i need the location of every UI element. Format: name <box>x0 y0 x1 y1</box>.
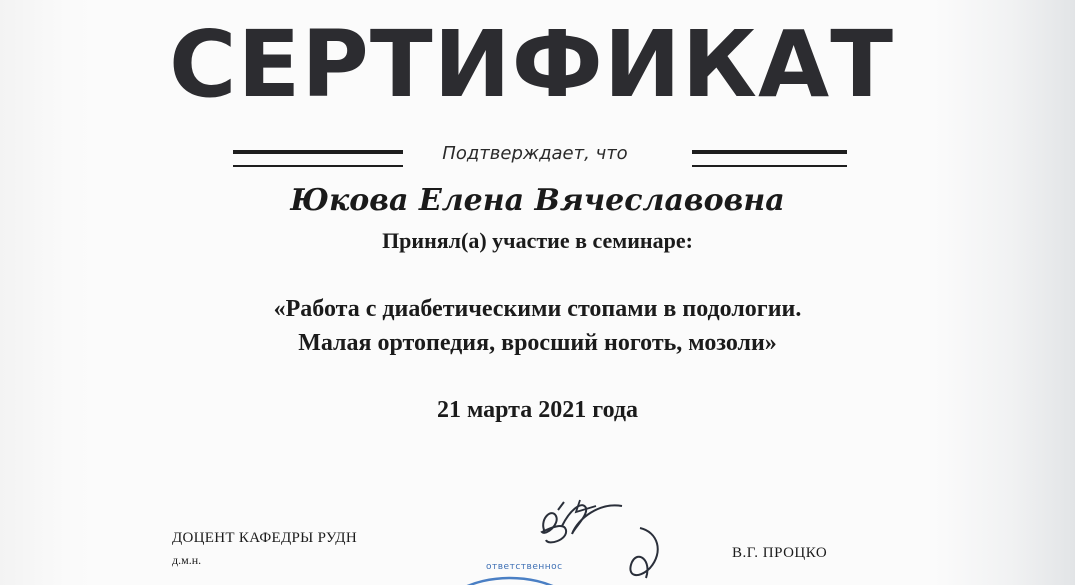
signatory-position: ДОЦЕНТ КАФЕДРЫ РУДН <box>172 530 357 546</box>
right-double-rule <box>692 150 847 167</box>
certificate-title: СЕРТИФИКАТ <box>169 11 894 118</box>
left-double-rule <box>233 150 403 167</box>
seminar-date: 21 марта 2021 года <box>436 397 639 423</box>
seminar-title-line-1: «Работа с диабетическими стопами в подологии. <box>273 296 802 322</box>
handwritten-signature <box>500 488 700 585</box>
seminar-title-line-2: Малая ортопедия, вросший ноготь, мозоли» <box>298 330 777 356</box>
signatory-degree: д.м.н. <box>172 553 202 567</box>
stamp-text: ответственнос <box>486 562 563 572</box>
recipient-name: Юкова Елена Вячеславовна <box>290 183 785 218</box>
confirms-text: Подтверждает, что <box>442 143 628 164</box>
participation-text: Принял(а) участие в семинаре: <box>382 228 693 253</box>
signatory-name: В.Г. ПРОЦКО <box>732 545 828 561</box>
